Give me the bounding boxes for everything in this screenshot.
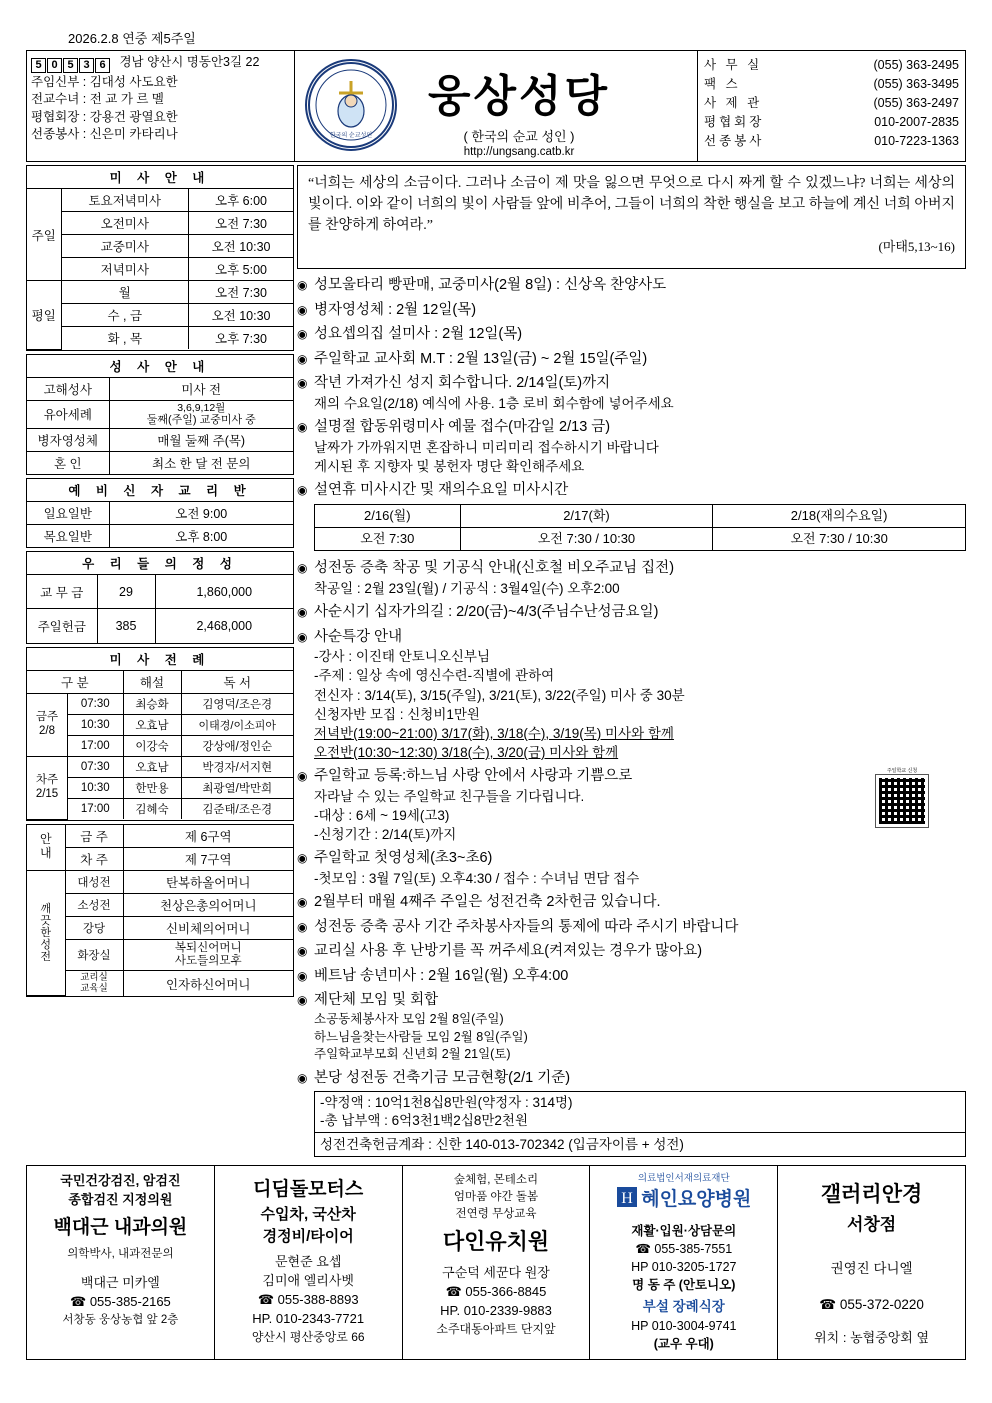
notice-sub: 소공동체봉사자 모임 2월 8일(주일) bbox=[314, 1011, 504, 1026]
contact-label: 사 무 실 bbox=[704, 58, 763, 72]
notice-text: 교리실 사용 후 난방기를 꼭 꺼주세요(켜져있는 경우가 많아요) bbox=[314, 943, 703, 960]
guide-cleaning-table bbox=[26, 824, 294, 998]
sacrament-name: 혼 인 bbox=[27, 452, 109, 475]
scripture-reference: (마태5,13~16) bbox=[878, 239, 955, 254]
bank-account: 성전건축헌금계좌 : 신한 140-013-702342 (입금자이름 + 성전) bbox=[314, 1133, 966, 1157]
signup-qr-code[interactable]: 주일학교 신청 bbox=[876, 768, 928, 827]
column-header: 2/18(재의수요일) bbox=[713, 504, 966, 527]
list-item bbox=[297, 324, 966, 345]
pledged-amount: -약정액 : 10억1천8십8만원(약정자 : 314명) bbox=[320, 1094, 573, 1110]
mass-time: 17:00 bbox=[68, 735, 123, 756]
bullet-icon: ◉ bbox=[297, 993, 308, 1008]
sponsor-line: 의료법인서재의료재단 bbox=[637, 1173, 730, 1185]
contact-label: 평협회장 bbox=[704, 115, 765, 129]
bullet-icon: ◉ bbox=[297, 1071, 308, 1086]
mass-time: 오전 7:30 / 10:30 bbox=[713, 527, 966, 550]
week-label: 차주 2/15 bbox=[27, 756, 68, 819]
list-item bbox=[297, 966, 966, 987]
staff-value: 전 교 가 르 멜 bbox=[89, 92, 165, 107]
sponsor-card[interactable] bbox=[215, 1166, 403, 1359]
list-item bbox=[297, 892, 966, 913]
cleaning-group: 탄복하올어머니 bbox=[123, 870, 293, 893]
mass-time: 오후 5:00 bbox=[189, 258, 293, 281]
sponsor-card[interactable] bbox=[27, 1166, 215, 1359]
sponsor-line: 재활·입원·상담문의 bbox=[631, 1223, 737, 1238]
table-row bbox=[27, 893, 293, 916]
sponsor-line: 부설 장례식장 bbox=[642, 1299, 725, 1315]
section-title: 미 사 안 내 bbox=[27, 166, 293, 189]
mass-time: 07:30 bbox=[68, 693, 123, 714]
reader: 김영덕/조은경 bbox=[181, 693, 293, 714]
parish-address: 경남 양산시 명동안3길 22 bbox=[119, 55, 260, 69]
commentator: 최승화 bbox=[123, 693, 181, 714]
table-row bbox=[27, 714, 293, 735]
contact-row bbox=[704, 75, 959, 94]
sacrament-name: 유아세례 bbox=[27, 400, 109, 429]
sponsor-line: 김미애 엘리사벳 bbox=[262, 1273, 354, 1289]
hospital-logo-icon bbox=[616, 1186, 638, 1213]
sponsor-name: 갤러리안경 bbox=[820, 1183, 923, 1207]
table-row bbox=[27, 939, 293, 970]
scripture-box bbox=[297, 165, 966, 269]
commentator: 김혜숙 bbox=[123, 798, 181, 819]
sponsor-phone[interactable]: HP 010-3205-1727 bbox=[631, 1259, 737, 1274]
sponsor-phone[interactable]: ☎ 055-366-8845 bbox=[445, 1284, 547, 1300]
contact-label: 선종봉사 bbox=[704, 134, 765, 148]
mass-name: 저녁미사 bbox=[61, 258, 189, 281]
mass-time: 오전 7:30 bbox=[189, 281, 293, 304]
cleaning-group: 인자하신어머니 bbox=[123, 971, 293, 996]
bullet-icon: ◉ bbox=[297, 351, 308, 366]
zip-code bbox=[31, 58, 110, 73]
sacrament-value: 3,6,9,12월 둘째(주일) 교중미사 중 bbox=[109, 400, 293, 429]
notice-text: 설연휴 미사시간 및 재의수요일 미사시간 bbox=[314, 481, 569, 498]
reader: 박경자/서지현 bbox=[181, 756, 293, 777]
notice-sub: 재의 수요일(2/18) 예식에 사용. 1층 로비 회수함에 넣어주세요 bbox=[314, 395, 674, 411]
cleaning-group: 복되신어머니 사도들의모후 bbox=[123, 939, 293, 970]
bullet-icon: ◉ bbox=[297, 895, 308, 910]
section-title: 미 사 전 례 bbox=[27, 648, 293, 671]
fundraising-box bbox=[314, 1091, 966, 1133]
notice-sub: -신청기간 : 2/14(토)까지 bbox=[314, 827, 457, 843]
contact-value: 010-7223-1363 bbox=[874, 134, 959, 148]
cleaning-area: 교리실 교육실 bbox=[65, 971, 123, 996]
zip-digit: 5 bbox=[63, 58, 78, 73]
sponsor-line: 서창점 bbox=[846, 1214, 897, 1234]
sponsor-name: 백대근 내과의원 bbox=[53, 1217, 188, 1239]
mass-name: 화 , 목 bbox=[61, 327, 189, 350]
mass-name: 월 bbox=[61, 281, 189, 304]
bullet-icon: ◉ bbox=[297, 944, 308, 959]
sacrament-value: 최소 한 달 전 문의 bbox=[109, 452, 293, 475]
notice-text: 2월부터 매월 4째주 주일은 성전건축 2차헌금 있습니다. bbox=[314, 894, 661, 911]
sponsor-name: 다인유치원 bbox=[442, 1229, 550, 1255]
mass-time: 10:30 bbox=[68, 714, 123, 735]
guide-value: 제 7구역 bbox=[123, 847, 293, 870]
parish-address-block bbox=[27, 51, 295, 161]
notice-text: 사순특강 안내 bbox=[314, 628, 403, 645]
bulletin-header bbox=[26, 50, 966, 162]
section-title: 성 사 안 내 bbox=[27, 355, 293, 378]
left-column bbox=[26, 165, 294, 1161]
table-row bbox=[27, 693, 293, 714]
sponsor-bar bbox=[26, 1165, 966, 1360]
guide-name: 금 주 bbox=[65, 825, 123, 848]
list-item bbox=[297, 480, 966, 554]
bullet-icon: ◉ bbox=[297, 605, 308, 620]
notice-text: 본당 성전동 건축기금 모금현황(2/1 기준) bbox=[314, 1070, 571, 1087]
staff-value: 신은미 카타리나 bbox=[89, 126, 178, 141]
sponsor-line: 양산시 평산중앙로 66 bbox=[251, 1329, 365, 1344]
sponsor-line: 숲체험, 몬테소리 bbox=[453, 1174, 539, 1187]
guide-value: 제 6구역 bbox=[123, 825, 293, 848]
staff-label: 평협회장 : bbox=[31, 109, 87, 124]
notice-sub: 자라날 수 있는 주일학교 친구들을 기다립니다. bbox=[314, 788, 585, 804]
received-amount: -총 납부액 : 6억3천1백2십8만2천원 bbox=[320, 1112, 528, 1128]
mass-name: 교중미사 bbox=[61, 235, 189, 258]
sponsor-name: 디딤돌모터스 bbox=[253, 1179, 364, 1201]
bullet-icon: ◉ bbox=[297, 482, 308, 497]
liturgy-roster-table bbox=[26, 647, 294, 821]
sunday-label: 주일 bbox=[27, 189, 61, 281]
notice-text: 사순시기 십자가의길 : 2/20(금)~4/3(주님수난성금요일) bbox=[314, 604, 659, 621]
table-row bbox=[27, 798, 293, 819]
notice-text: 성모울타리 빵판매, 교중미사(2월 8일) : 신상옥 찬양사도 bbox=[314, 277, 667, 293]
notice-text: 주일학교 등록:하느님 사랑 안에서 사랑과 기쁨으로 bbox=[314, 768, 633, 785]
svg-text:H: H bbox=[621, 1190, 633, 1208]
staff-label: 선종봉사 : bbox=[31, 126, 87, 141]
svg-text:한국의 순교성인: 한국의 순교성인 bbox=[329, 133, 373, 139]
sponsor-line: 수입차, 국산차 bbox=[260, 1205, 356, 1223]
zip-digit: 0 bbox=[47, 58, 62, 73]
cleaning-area: 대성전 bbox=[65, 870, 123, 893]
right-column bbox=[297, 165, 966, 1161]
contact-row bbox=[704, 56, 959, 75]
notice-text: 성전동 증축 착공 및 기공식 안내(신호철 비오주교님 집전) bbox=[314, 560, 675, 577]
cleaning-area: 화장실 bbox=[65, 939, 123, 970]
catechism-table bbox=[26, 478, 294, 548]
bullet-icon: ◉ bbox=[297, 376, 308, 391]
commentator: 오효남 bbox=[123, 756, 181, 777]
sacrament-value: 미사 전 bbox=[109, 377, 293, 400]
mass-time: 10:30 bbox=[68, 777, 123, 798]
sacrament-info-table bbox=[26, 354, 294, 476]
notice-sub: 전신자 : 3/14(토), 3/15(주일), 3/21(토), 3/22(주일) 미사 중 30분 bbox=[314, 687, 685, 703]
sponsor-phone[interactable]: ☎ 055-388-8893 bbox=[257, 1292, 359, 1308]
list-item bbox=[297, 848, 966, 888]
notice-text: 성전동 증축 공사 기간 주차봉사자들의 통제에 따라 주시기 바랍니다 bbox=[314, 918, 739, 935]
holiday-mass-table bbox=[314, 504, 966, 552]
sponsor-line: 종합검진 지정의원 bbox=[68, 1192, 173, 1208]
commentator: 오효남 bbox=[123, 714, 181, 735]
sponsor-line: 엄마품 야간 돌봄 bbox=[453, 1191, 539, 1204]
offering-amount: 1,860,000 bbox=[155, 575, 293, 609]
list-item bbox=[297, 275, 966, 296]
contact-value: 010-2007-2835 bbox=[874, 115, 959, 129]
column-header: 2/17(화) bbox=[460, 504, 713, 527]
table-row bbox=[27, 777, 293, 798]
staff-row bbox=[31, 126, 290, 143]
mass-time: 오전 7:30 bbox=[189, 212, 293, 235]
guide-label: 안 내 bbox=[27, 825, 65, 871]
weekday-label: 평일 bbox=[27, 281, 61, 350]
offering-count: 29 bbox=[97, 575, 155, 609]
sponsor-line: 백대근 미카엘 bbox=[80, 1275, 160, 1291]
staff-row bbox=[31, 74, 290, 91]
contact-row bbox=[704, 132, 959, 151]
page-title: 웅상성당 bbox=[427, 72, 610, 121]
reader: 강상애/정인순 bbox=[181, 735, 293, 756]
sponsor-line: 의학박사, 내과전문의 bbox=[67, 1247, 174, 1260]
section-title: 우 리 들 의 정 성 bbox=[27, 552, 293, 575]
contact-value: (055) 363-2495 bbox=[873, 58, 959, 72]
zip-digit: 5 bbox=[31, 58, 46, 73]
mass-time: 오후 6:00 bbox=[189, 189, 293, 212]
week-label: 금주 2/8 bbox=[27, 693, 68, 756]
table-row bbox=[27, 916, 293, 939]
sponsor-line: 경정비/타이어 bbox=[262, 1227, 354, 1245]
notice-text: 주일학교 교사회 M.T : 2월 13일(금) ~ 2월 15일(주일) bbox=[314, 350, 648, 367]
mass-time: 오전 10:30 bbox=[189, 235, 293, 258]
cleaning-group: 신비체의어머니 bbox=[123, 916, 293, 939]
reader: 최광열/박만희 bbox=[181, 777, 293, 798]
sacrament-name: 병자영성체 bbox=[27, 429, 109, 452]
cleaning-group: 천상은총의어머니 bbox=[123, 893, 293, 916]
column-header: 해설 bbox=[123, 670, 181, 693]
commentator: 한만용 bbox=[123, 777, 181, 798]
sponsor-line: 위치 : 농협중앙회 옆 bbox=[814, 1329, 930, 1345]
contact-value: (055) 363-2497 bbox=[873, 96, 959, 110]
class-name: 목요일반 bbox=[27, 525, 109, 548]
staff-row bbox=[31, 109, 290, 126]
sponsor-card[interactable] bbox=[590, 1166, 778, 1359]
notice-text: 병자영성체 : 2월 12일(목) bbox=[314, 301, 477, 318]
cleaning-area: 강당 bbox=[65, 916, 123, 939]
bullet-icon: ◉ bbox=[297, 302, 308, 317]
class-name: 일요일반 bbox=[27, 502, 109, 525]
bullet-icon: ◉ bbox=[297, 851, 308, 866]
bullet-icon: ◉ bbox=[297, 561, 308, 576]
sponsor-phone[interactable]: ☎ 055-372-0220 bbox=[819, 1296, 924, 1312]
list-item bbox=[297, 602, 966, 623]
contact-block bbox=[697, 51, 965, 161]
offering-count: 385 bbox=[97, 609, 155, 643]
mass-time: 오전 7:30 bbox=[315, 527, 461, 550]
list-item bbox=[297, 1068, 966, 1157]
mass-time: 오전 7:30 / 10:30 bbox=[460, 527, 713, 550]
list-item bbox=[297, 766, 966, 844]
notice-text: 작년 가져가신 성지 회수합니다. 2/14일(토)까지 bbox=[314, 375, 611, 392]
notice-list bbox=[297, 275, 966, 1157]
staff-label: 주임신부 : bbox=[31, 75, 87, 90]
table-row bbox=[27, 825, 293, 848]
bullet-icon: ◉ bbox=[297, 420, 308, 435]
mass-info-table bbox=[26, 165, 294, 351]
notice-sub: 게시된 후 지향자 및 봉헌자 명단 확인해주세요 bbox=[314, 458, 585, 474]
sponsor-phone[interactable]: ☎ 055-385-2165 bbox=[70, 1294, 171, 1310]
sponsor-phone[interactable]: ☎ 055-385-7551 bbox=[635, 1241, 733, 1256]
table-row bbox=[27, 756, 293, 777]
staff-label: 전교수녀 : bbox=[31, 92, 87, 107]
bullet-icon: ◉ bbox=[297, 327, 308, 342]
notice-sub: 착공일 : 2월 23일(월) / 기공식 : 3월4일(수) 오후2:00 bbox=[314, 581, 620, 596]
list-item bbox=[297, 627, 966, 763]
list-item bbox=[297, 941, 966, 962]
sponsor-line: 명 동 주 (안토니오) bbox=[632, 1278, 736, 1293]
sponsor-phone[interactable]: HP. 010-2339-9883 bbox=[440, 1302, 552, 1318]
mass-name: 토요저녁미사 bbox=[61, 189, 189, 212]
sponsor-phone[interactable]: HP. 010-2343-7721 bbox=[252, 1310, 365, 1326]
reader: 이태경/이소피아 bbox=[181, 714, 293, 735]
notice-sub: -강사 : 이진태 안토니오신부님 bbox=[314, 649, 490, 665]
sponsor-line: 권영진 다니엘 bbox=[830, 1261, 913, 1277]
sponsor-phone[interactable]: HP 010-3004-9741 bbox=[631, 1318, 737, 1333]
notice-text: 베트남 송년미사 : 2월 16일(월) 오후4:00 bbox=[314, 967, 569, 984]
notice-text: 설명절 합동위령미사 예물 접수(마감일 2/13 금) bbox=[314, 419, 611, 436]
list-item bbox=[297, 990, 966, 1064]
offering-name: 주일헌금 bbox=[27, 609, 97, 643]
church-website-link[interactable]: http://ungsang.catb.kr bbox=[463, 146, 575, 158]
sponsor-line: 소주대동아파트 단지앞 bbox=[436, 1321, 556, 1336]
zip-digit: 6 bbox=[95, 58, 110, 73]
sponsor-line: 국민건강검진, 암검진 bbox=[60, 1173, 181, 1189]
mass-time: 07:30 bbox=[68, 756, 123, 777]
sponsor-card[interactable] bbox=[403, 1166, 591, 1359]
sponsor-line: (교우 우대) bbox=[653, 1336, 714, 1351]
notice-text: 제단체 모임 및 회합 bbox=[314, 992, 439, 1009]
staff-row bbox=[31, 91, 290, 108]
table-row bbox=[27, 870, 293, 893]
class-time: 오전 9:00 bbox=[109, 502, 293, 525]
notice-sub: 신청자반 모집 : 신청비1만원 bbox=[314, 706, 480, 722]
sponsor-card[interactable] bbox=[778, 1166, 965, 1359]
notice-sub: 하느님을찾는사람들 모임 2월 8일(주일) bbox=[314, 1029, 528, 1044]
mass-name: 수 , 금 bbox=[61, 304, 189, 327]
staff-value: 김대성 사도요한 bbox=[89, 75, 178, 90]
section-title: 예 비 신 자 교 리 반 bbox=[27, 479, 293, 502]
offering-amount: 2,468,000 bbox=[155, 609, 293, 643]
notice-sub: 오전반(10:30~12:30) 3/18(수), 3/20(금) 미사와 함께 bbox=[314, 745, 619, 761]
bullet-icon: ◉ bbox=[297, 278, 308, 292]
notice-sub: 주일학교부모회 신년회 2월 21일(토) bbox=[314, 1047, 511, 1062]
staff-value: 강용건 광열요한 bbox=[89, 109, 178, 124]
church-subtitle: ( 한국의 순교 성인 ) bbox=[463, 129, 575, 144]
list-item bbox=[297, 417, 966, 476]
notice-sub: 저녁반(19:00~21:00) 3/17(화), 3/18(수), 3/19(목) 미사와 함께 bbox=[314, 725, 674, 741]
notice-text: 성요셉의집 설미사 : 2월 12일(목) bbox=[314, 326, 523, 343]
contact-row bbox=[704, 113, 959, 132]
contact-label: 팩 스 bbox=[704, 77, 741, 91]
offering-name: 교 무 금 bbox=[27, 575, 97, 609]
sponsor-line: 서창동 웅상농협 앞 2층 bbox=[62, 1313, 179, 1326]
sacrament-name: 고해성사 bbox=[27, 377, 109, 400]
bullet-icon: ◉ bbox=[297, 629, 308, 644]
guide-name: 차 주 bbox=[65, 847, 123, 870]
table-row bbox=[27, 971, 293, 996]
scripture-text: “너희는 세상의 소금이다. 그러나 소금이 제 맛을 잃으면 무엇으로 다시 짜게 할 수 있겠느냐? 너희는 세상의 빛이다. 이와 같이 너희의 빛이 사람들 앞에 비추어, 그들이 너희의 착한 행실을 보고 하늘에 계신 너희 아버지를 찬양하게 하여라.” bbox=[308, 176, 955, 233]
sponsor-name: 혜인요양병원 bbox=[641, 1189, 752, 1211]
mass-name: 오전미사 bbox=[61, 212, 189, 235]
sponsor-line: 문현준 요셉 bbox=[274, 1254, 342, 1270]
bullet-icon: ◉ bbox=[297, 769, 308, 784]
list-item bbox=[297, 917, 966, 938]
issue-date: 2026.2.8 연중 제5주일 bbox=[68, 31, 196, 46]
zip-digit: 3 bbox=[79, 58, 94, 73]
cleaning-label: 깨 끗 한 성 전 bbox=[27, 870, 65, 996]
contact-label: 사 제 관 bbox=[704, 96, 763, 110]
list-item bbox=[297, 349, 966, 370]
cleaning-area: 소성전 bbox=[65, 893, 123, 916]
mass-time: 오전 10:30 bbox=[189, 304, 293, 327]
notice-sub: -대상 : 6세 ~ 19세(고3) bbox=[314, 807, 450, 823]
table-row bbox=[27, 847, 293, 870]
sacrament-value: 매월 둘째 주(목) bbox=[109, 429, 293, 452]
sponsor-line: 전연령 무상교육 bbox=[455, 1207, 537, 1220]
column-header: 2/16(월) bbox=[315, 504, 461, 527]
bullet-icon: ◉ bbox=[297, 919, 308, 934]
bullet-icon: ◉ bbox=[297, 968, 308, 983]
notice-text: 주일학교 첫영성체(초3~초6) bbox=[314, 850, 493, 867]
parish-title-block bbox=[295, 51, 697, 161]
list-item bbox=[297, 300, 966, 321]
offering-table bbox=[26, 551, 294, 644]
table-row bbox=[27, 735, 293, 756]
mass-time: 17:00 bbox=[68, 798, 123, 819]
column-header: 독 서 bbox=[181, 670, 293, 693]
sponsor-line: 구순덕 세꾼다 원장 bbox=[442, 1265, 550, 1281]
notice-sub: -주제 : 일상 속에 영신수련-직별에 관하여 bbox=[314, 668, 555, 684]
notice-sub: 날짜가 가까워지면 혼잡하니 미리미리 접수하시기 바랍니다 bbox=[314, 439, 659, 455]
commentator: 이강숙 bbox=[123, 735, 181, 756]
mass-time: 오후 7:30 bbox=[189, 327, 293, 350]
list-item bbox=[297, 558, 966, 598]
notice-sub: -첫모임 : 3월 7일(토) 오후4:30 / 접수 : 수녀님 면담 접수 bbox=[314, 870, 640, 886]
contact-value: (055) 363-3495 bbox=[873, 77, 959, 91]
reader: 김준태/조은경 bbox=[181, 798, 293, 819]
list-item bbox=[297, 373, 966, 413]
contact-row bbox=[704, 94, 959, 113]
parish-logo-icon bbox=[305, 59, 397, 151]
column-header: 구 분 bbox=[27, 670, 123, 693]
class-time: 오후 8:00 bbox=[109, 525, 293, 548]
